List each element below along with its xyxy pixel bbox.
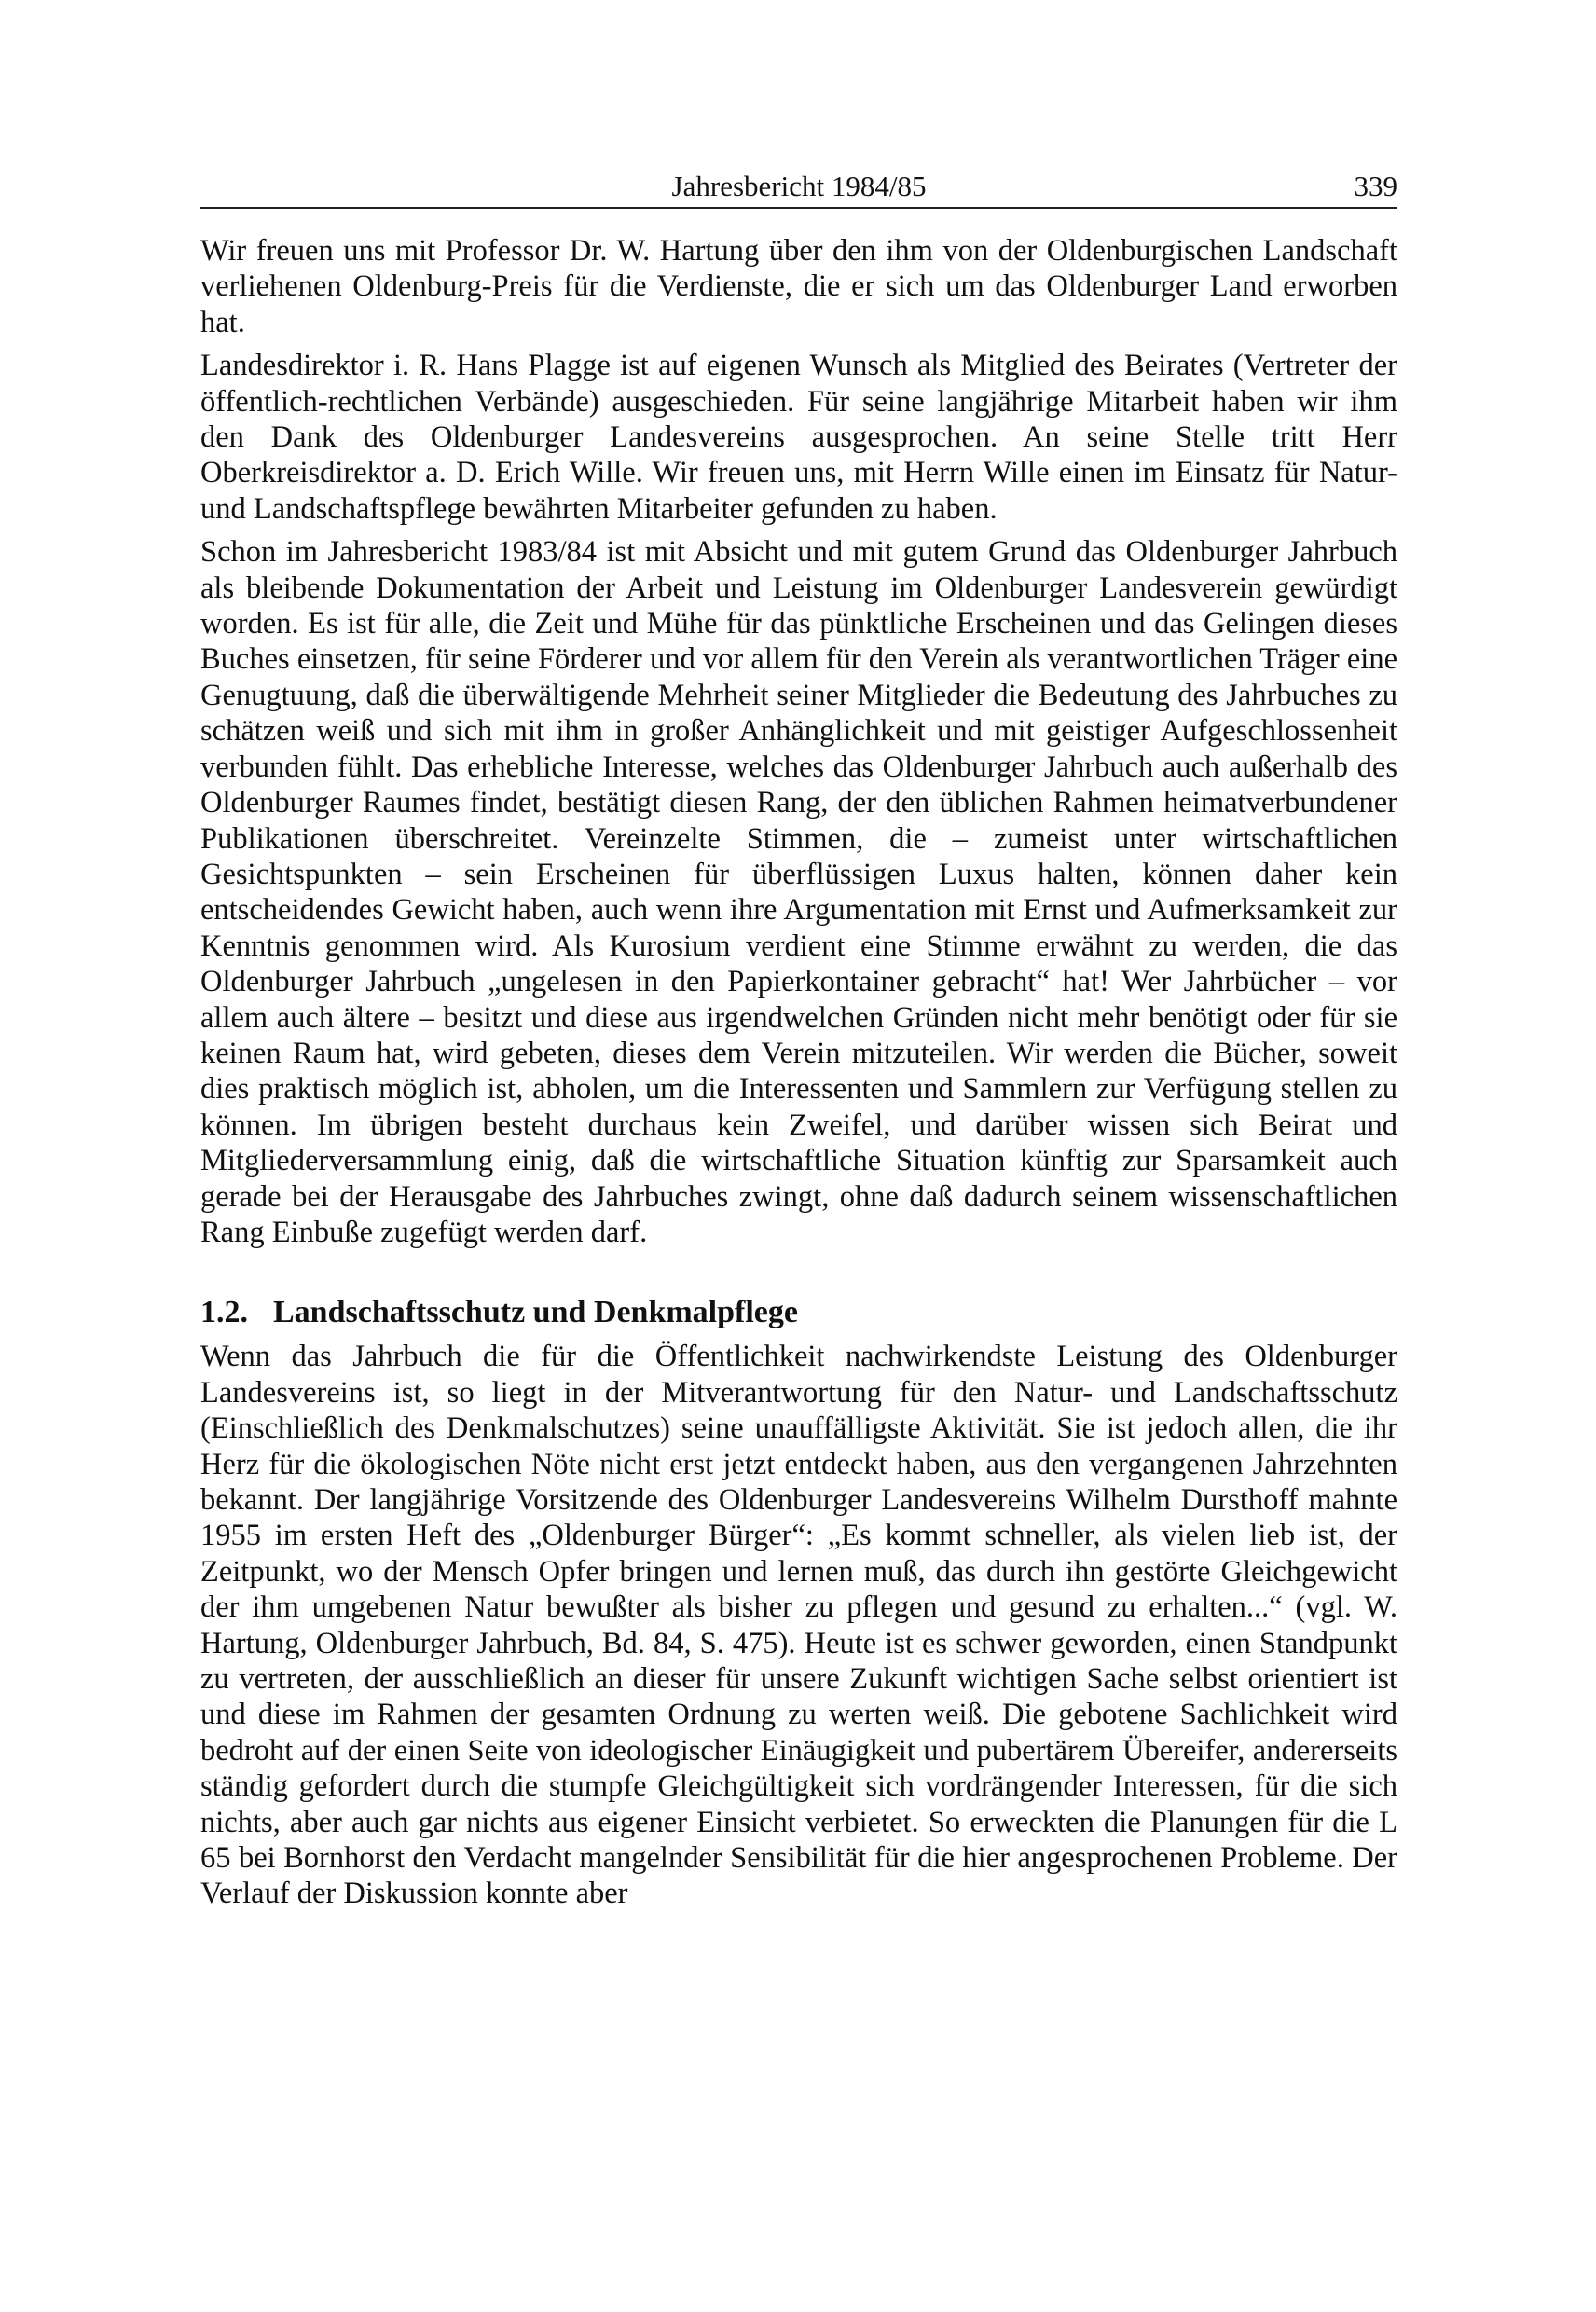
section-title: Landschaftsschutz und Denkmalpflege: [273, 1295, 798, 1330]
body-text: [200, 233, 1397, 1912]
document-page: [200, 166, 1397, 1920]
page-number: 339: [1354, 170, 1397, 202]
running-header: [200, 166, 1397, 209]
section-number: 1.2.: [200, 1295, 248, 1330]
paragraph-jahrbuch: Schon im Jahresbericht 1983/84 ist mit Absicht und mit gutem Grund das Oldenburger Jahrbuch als bleibende Dokumentation der Arbeit und Leistung im Oldenburger Landesverein gewürdigt worden. Es ist für alle, die Zeit und Mühe für das pünktliche Erscheinen und das Gelingen dieses Buches einsetzen, für seine Förderer und vor allem für den Verein als verantwortlichen Träger eine Genugtuung, daß die überwältigende Mehrheit seiner Mitglieder die Bedeutung des Jahrbuches zu schätzen weiß und sich mit ihm in großer Anhänglichkeit und mit geistiger Aufgeschlossenheit verbunden fühlt. Das erhebliche Interesse, welches das Oldenburger Jahrbuch auch außerhalb des Oldenburger Raumes findet, bestätigt diesen Rang, der den üblichen Rahmen heimatverbundener Publikationen überschreitet. Vereinzelte Stimmen, die – zumeist unter wirtschaftlichen Gesichtspunkten – sein Erscheinen für überflüssigen Luxus halten, können daher kein entscheidendes Gewicht haben, auch wenn ihre Argumentation mit Ernst und Aufmerksamkeit zur Kenntnis genommen wird. Als Kurosium verdient eine Stimme erwähnt zu werden, die das Oldenburger Jahrbuch „ungelesen in den Papierkontainer gebracht“ hat! Wer Jahrbücher – vor allem auch ältere – besitzt und diese aus irgendwelchen Gründen nicht mehr benötigt oder für sie keinen Raum hat, wird gebeten, dieses dem Verein mitzuteilen. Wir werden die Bücher, soweit dies praktisch möglich ist, abholen, um die Interessenten und Sammlern zur Verfügung stellen zu können. Im übrigen besteht durchaus kein Zweifel, und darüber wissen sich Beirat und Mitgliederversammlung einig, daß die wirtschaftliche Situation künftig zur Sparsamkeit auch gerade bei der Herausgabe des Jahrbuches zwingt, ohne daß dadurch seinem wissenschaftlichen Rang Einbuße zugefügt werden darf.: [200, 535, 1397, 1249]
paragraph-landscape-protection: Wenn das Jahrbuch die für die Öffentlichkeit nachwirkendste Leistung des Oldenburger Landesvereins ist, so liegt in der Mitverantwortung für den Natur- und Landschaftsschutz (Einschließlich des Denkmalschutzes) seine unauffälligste Aktivität. Sie ist jedoch allen, die ihr Herz für die ökologischen Nöte nicht erst jetzt entdeckt haben, aus den vergangenen Jahrzehnten bekannt. Der langjährige Vorsitzende des Oldenburger Landesvereins Wilhelm Dursthoff mahnte 1955 im ersten Heft des „Oldenburger Bürger“: „Es kommt schneller, als vielen lieb ist, der Zeitpunkt, wo der Mensch Opfer bringen und lernen muß, das durch ihn gestörte Gleichgewicht der ihm umgebenen Natur bewußter als bisher zu pflegen und gesund zu erhalten...“ (vgl. W. Hartung, Oldenburger Jahrbuch, Bd. 84, S. 475). Heute ist es schwer geworden, einen Standpunkt zu vertreten, der ausschließlich an dieser für unsere Zukunft wichtigen Sache selbst orientiert ist und diese im Rahmen der gesamten Ordnung zu werten weiß. Die gebotene Sachlichkeit wird bedroht auf der einen Seite von ideologischer Einäugigkeit und pubertärem Übereifer, andererseits ständig gefordert durch die stumpfe Gleichgültigkeit sich vordrängender Interessen, für die sich nichts, aber auch gar nichts aus eigener Einsicht verbietet. So erweckten die Planungen für die L 65 bei Bornhorst den Verdacht mangelnder Sensibilität für die hier angesprochenen Probleme. Der Verlauf der Diskussion konnte aber: [200, 1340, 1397, 1911]
paragraph-hartung-prize: Wir freuen uns mit Professor Dr. W. Hartung über den ihm von der Oldenburgischen Landschaft verliehenen Oldenburg-Preis für die Verdienste, die er sich um das Oldenburger Land erworben hat.: [200, 234, 1397, 339]
section-heading: [200, 1294, 1397, 1331]
running-title: Jahresbericht 1984/85: [671, 170, 927, 202]
paragraph-plagge-departure: Landesdirektor i. R. Hans Plagge ist auf eigenen Wunsch als Mitglied des Beirates (Vertreter der öffentlich-rechtlichen Verbände) ausgeschieden. Für seine langjährige Mitarbeit haben wir ihm den Dank des Oldenburger Landesvereins ausgesprochen. An seine Stelle tritt Herr Oberkreisdirektor a. D. Erich Wille. Wir freuen uns, mit Herrn Wille einen im Einsatz für Natur- und Landschaftspflege bewährten Mitarbeiter gefunden zu haben.: [200, 349, 1397, 526]
